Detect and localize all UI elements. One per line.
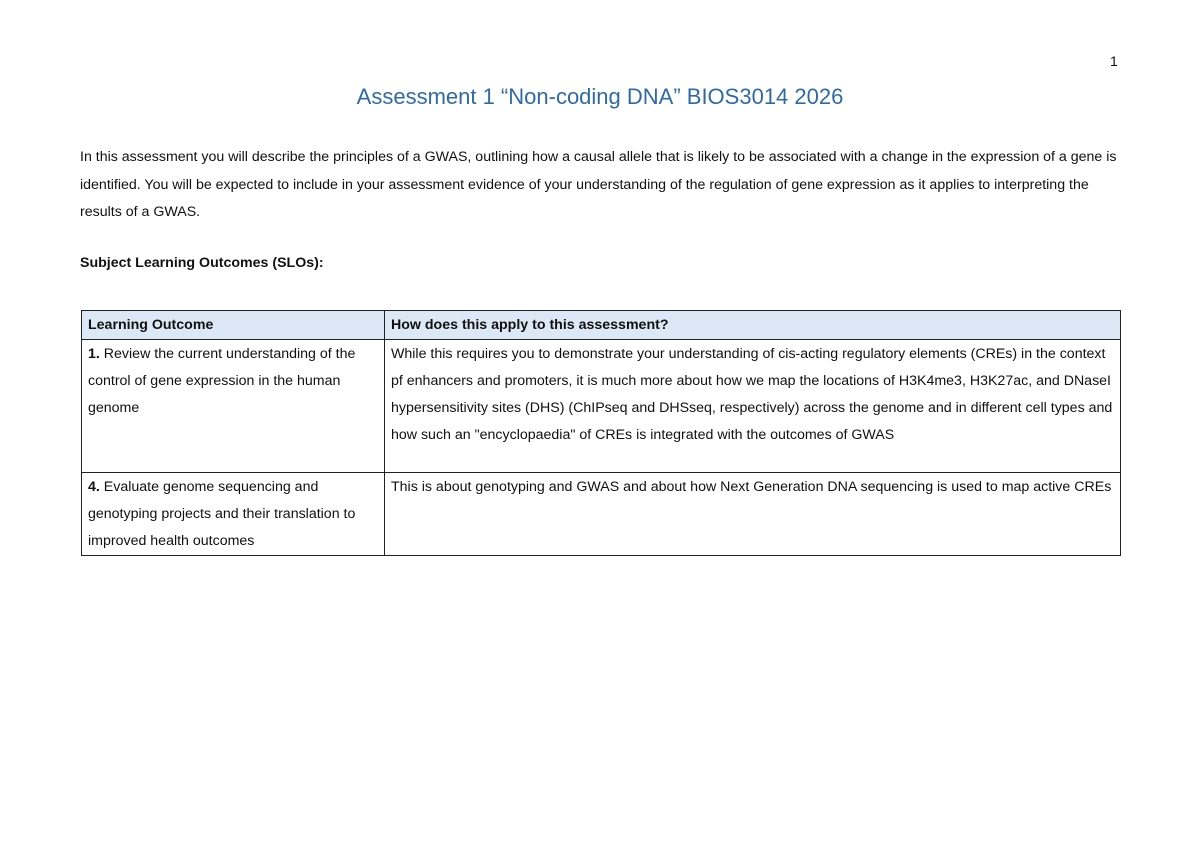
- application-cell: While this requires you to demonstrate your understanding of cis-acting regulatory elements (CREs) in the context pf enhancers and promoters, it is much more about how we map the locations of H3K4me3, H3K27ac, and DNaseI hypersensitivity sites (DHS) (ChIPseq and DHSseq, respectively) across the genome and in different cell types and how such an "encyclopaedia" of CREs is integrated with the outcomes of GWAS: [385, 340, 1121, 473]
- outcome-cell: [82, 473, 385, 556]
- table-header-row: [82, 311, 1121, 340]
- header-application: How does this apply to this assessment?: [385, 311, 1121, 340]
- intro-paragraph: In this assessment you will describe the principles of a GWAS, outlining how a causal allele that is likely to be associated with a change in the expression of a gene is identified. You will be expected to include in your assessment evidence of your understanding of the regulation of gene expression as it applies to interpreting the results of a GWAS.: [80, 149, 1117, 220]
- outcome-text: Review the current understanding of the control of gene expression in the human genome: [88, 346, 356, 416]
- slo-heading: Subject Learning Outcomes (SLOs):: [80, 255, 324, 271]
- outcome-cell: [82, 340, 385, 473]
- application-cell: This is about genotyping and GWAS and about how Next Generation DNA sequencing is used to map active CREs: [385, 473, 1121, 556]
- outcome-number: 4.: [88, 479, 100, 495]
- learning-outcomes-table: [81, 310, 1121, 556]
- table-row: [82, 473, 1121, 556]
- page-number: 1: [1110, 53, 1118, 69]
- document-title: Assessment 1 “Non-coding DNA” BIOS3014 2026: [356, 84, 844, 109]
- outcome-number: 1.: [88, 346, 100, 362]
- outcome-text: Evaluate genome sequencing and genotyping projects and their translation to improved health outcomes: [88, 479, 356, 549]
- table-row: [82, 340, 1121, 473]
- header-learning-outcome: Learning Outcome: [82, 311, 385, 340]
